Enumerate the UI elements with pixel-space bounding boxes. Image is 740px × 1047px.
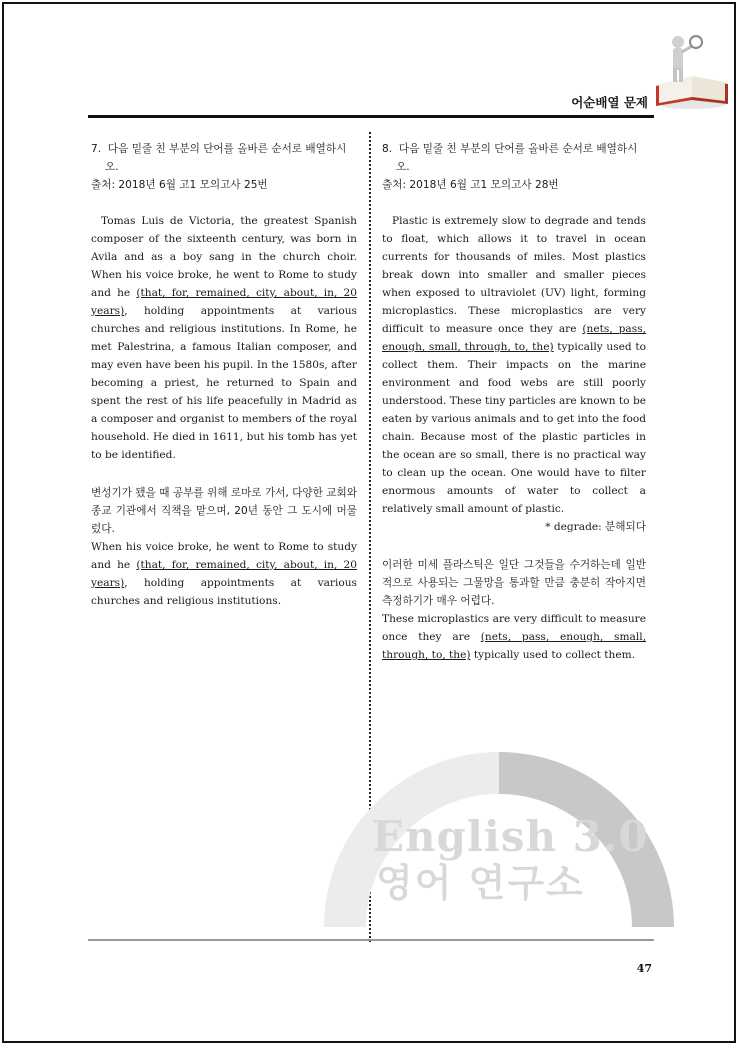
passage-before: Tomas Luis de Victoria, the greatest Spanish composer of the sixteenth century, was born in Avila and as a boy sang in the church choir. When his voice broke, he went to Rome to study and he [91, 215, 357, 299]
passage-text [91, 212, 357, 464]
english-sentence [91, 538, 357, 610]
korean-translation: 이러한 미세 플라스틱은 일단 그것들을 수거하는데 일반적으로 사용되는 그물망을 통과할 만큼 충분히 작아지면 측정하기가 매우 어렵다. [382, 559, 646, 607]
question-8 [382, 140, 646, 664]
korean-translation: 변성기가 됐을 때 공부를 위해 로마로 가서, 다양한 교회와 종교 기관에서 직책을 맡으며, 20년 동안 그 도시에 머물렀다. [91, 487, 357, 535]
underlined-words: (that, for, remained, city, about, in, 20 years) [91, 559, 357, 589]
passage-after: typically used to collect them. Their impacts on the marine environment and food webs are still poorly understood. These tiny particles are known to be eaten by various animals and to get into the food chain. Because most of the plastic particles in the ocean are so small, there is no practical way to clean up the ocean. One would have to filter enormous amounts of water to collect a relatively small amount of plastic. [382, 341, 646, 515]
question-number: 8. [382, 143, 393, 155]
underlined-words: (nets, pass, enough, small, through, to, the) [382, 323, 646, 353]
underlined-words: (that, for, remained, city, about, in, 20 years) [91, 287, 357, 317]
sentence-before: These microplastics are very difficult to measure once they are [382, 613, 646, 643]
passage-after: , holding appointments at various churches and religious institutions. In Rome, he met Palestrina, a famous Italian composer, and may even have been his pupil. In the 1580s, after becoming a priest, he returned to Spain and spent the rest of his life peacefully in Madrid as a composer and organist to members of the royal household. He died in 1611, but his tomb has yet to be identified. [91, 305, 357, 461]
sentence-before: When his voice broke, he went to Rome to study and he [91, 541, 357, 571]
question-source: 출처: 2018년 6월 고1 모의고사 28번 [382, 179, 559, 191]
question-7 [91, 140, 357, 610]
sentence-after: , holding appointments at various churches and religious institutions. [91, 577, 357, 607]
question-title [91, 140, 357, 176]
question-number: 7. [91, 143, 102, 155]
watermark-line2: 영어 연구소 [376, 861, 585, 905]
book-figure-icon [648, 28, 732, 112]
vocab-note: * degrade: 분해되다 [545, 521, 646, 533]
passage-before: Plastic is extremely slow to degrade and tends to float, which allows it to travel in ocean currents for thousands of miles. Most plastics break down into smaller and smaller pieces when exposed to ultraviolet (UV) light, forming microplastics. These microplastics are very difficult to measure once they are [382, 215, 646, 335]
watermark-line1: English 3.0 [372, 812, 649, 861]
header-rule [88, 115, 654, 118]
question-instruction: 다음 밑줄 친 부분의 단어를 올바른 순서로 배열하시오. [105, 143, 347, 173]
underlined-words: (nets, pass, enough, small, through, to, the) [382, 631, 646, 661]
passage-text [382, 212, 646, 518]
question-instruction: 다음 밑줄 친 부분의 단어를 올바른 순서로 배열하시오. [396, 143, 638, 173]
footer-rule [88, 939, 654, 941]
page-number: 47 [636, 962, 652, 975]
question-source: 출처: 2018년 6월 고1 모의고사 25번 [91, 179, 268, 191]
sentence-after: typically used to collect them. [470, 649, 636, 661]
english-sentence [382, 610, 646, 664]
header-title: 어순배열 문제 [571, 95, 648, 110]
question-title [382, 140, 646, 176]
